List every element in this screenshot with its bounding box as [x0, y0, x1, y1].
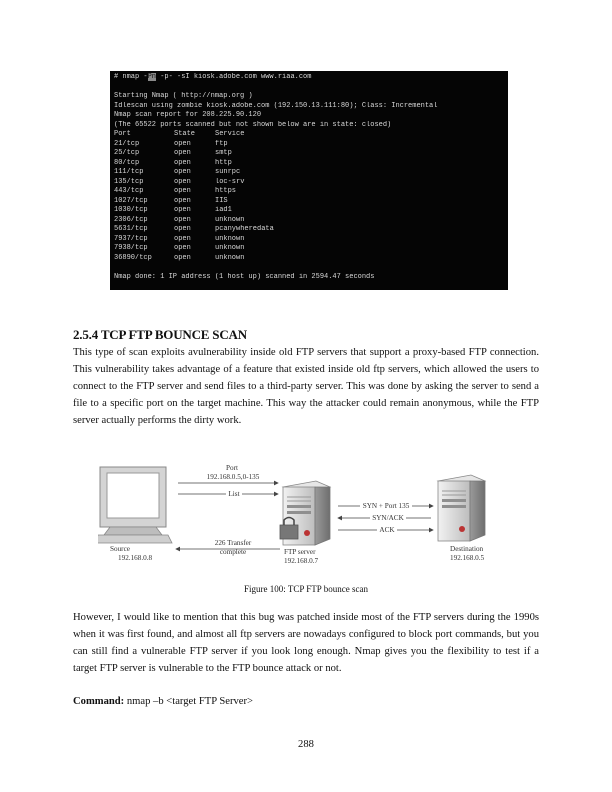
figure-caption: Figure 100: TCP FTP bounce scan: [244, 584, 368, 594]
destination-name: Destination: [450, 545, 484, 553]
terminal-done-line: Nmap done: 1 IP address (1 host up) scanned in 2594.47 seconds: [114, 272, 375, 281]
row-service: sunrpc: [215, 168, 241, 176]
body-paragraph: However, I would like to mention that this bug was patched inside most of the FTP servers during the 1990s when it was first found, and almost all ftp servers are nowadays configured to block port commands, but you can still find a vulnerable FTP server if you look long enough. Nmap gives you the flexibility to test if a target FTP server is vulnerable to the FTP bounce attack or not.: [73, 612, 539, 674]
transfer-label-line1: 226 Transfer: [210, 539, 256, 548]
terminal-table-header: [114, 130, 504, 140]
ftp-server-icon: [280, 481, 330, 545]
row-port: 7937/tcp: [114, 234, 148, 243]
body-paragraph: This type of scan exploits avulnerability inside old FTP servers that support a proxy-based FTP connection. This vulnerability takes advantage of a feature that existed inside old ftp servers, which allowed the users to connect to the FTP server and send files to a third-party server. This was done by asking the server to send a file to a specific port on the target machine. This way the attacker could remain anonymous, while the FTP server actually performs the dirty work.: [73, 347, 539, 426]
syn-label: SYN + Port 135: [360, 502, 412, 511]
terminal-command-line: [114, 73, 504, 83]
source-name: Source: [110, 545, 130, 553]
row-port: 36890/tcp: [114, 253, 152, 262]
row-service: https: [215, 187, 237, 195]
destination-ip: 192.168.0.5: [450, 554, 485, 562]
row-service: http: [215, 158, 232, 167]
row-state: open: [174, 139, 191, 148]
row-state: open: [174, 206, 191, 214]
row-port: 443/tcp: [114, 187, 144, 195]
row-port: 111/tcp: [114, 168, 144, 176]
header-service: Service: [215, 130, 245, 138]
terminal-output-line: (The 65522 ports scanned but not shown below are in state: closed): [114, 120, 392, 129]
row-service: unknown: [215, 234, 245, 243]
terminal-table-row: [114, 244, 504, 254]
row-port: 21/tcp: [114, 139, 140, 148]
row-state: open: [174, 177, 191, 186]
row-port: 7938/tcp: [114, 244, 148, 252]
row-state: open: [174, 244, 191, 252]
row-port: 2306/tcp: [114, 215, 148, 224]
synack-label: SYN/ACK: [370, 514, 406, 523]
command-suffix: -p- -sI kiosk.adobe.com www.riaa.com: [156, 73, 312, 81]
row-state: open: [174, 168, 191, 176]
terminal-output-line: Starting Nmap ( http://nmap.org ): [114, 92, 253, 100]
row-state: open: [174, 225, 191, 233]
row-service: IIS: [215, 196, 228, 205]
row-port: 1027/tcp: [114, 196, 148, 205]
destination-server-icon: [438, 475, 485, 541]
ftp-bounce-diagram: [98, 463, 510, 578]
row-state: open: [174, 158, 191, 167]
terminal-table-row: [114, 206, 504, 216]
row-state: open: [174, 187, 191, 195]
row-state: open: [174, 196, 191, 205]
ack-label: ACK: [377, 526, 397, 535]
header-state: State: [174, 130, 196, 138]
command-highlight: Pn: [147, 73, 157, 81]
page-number: 288: [298, 739, 314, 750]
row-service: unknown: [215, 253, 245, 262]
row-state: open: [174, 149, 191, 157]
command-label: Command:: [73, 696, 125, 707]
terminal-output-line: Nmap scan report for 208.225.90.120: [114, 111, 262, 119]
row-port: 80/tcp: [114, 158, 140, 167]
row-service: unknown: [215, 244, 245, 252]
port-label: Port: [224, 464, 240, 473]
terminal-table-row: [114, 159, 504, 169]
command-text: nmap –b <target FTP Server>: [124, 696, 253, 707]
terminal-table-row: [114, 140, 504, 150]
row-service: pcanywheredata: [215, 225, 274, 233]
command-prefix: # nmap -: [114, 73, 148, 81]
terminal-table-row: [114, 254, 504, 264]
terminal-table-row: [114, 197, 504, 207]
header-port: Port: [114, 130, 131, 138]
terminal-table-row: [114, 168, 504, 178]
row-port: 5631/tcp: [114, 225, 148, 233]
terminal-table-row: [114, 149, 504, 159]
row-port: 135/tcp: [114, 177, 144, 186]
row-state: open: [174, 215, 191, 224]
ftp-server-ip: 192.168.0.7: [284, 557, 319, 565]
row-port: 25/tcp: [114, 149, 140, 157]
row-service: iad1: [215, 206, 232, 214]
row-state: open: [174, 234, 191, 243]
row-service: smtp: [215, 149, 232, 157]
section-heading: 2.5.4 TCP FTP BOUNCE SCAN: [73, 327, 247, 342]
terminal-table-row: [114, 216, 504, 226]
source-ip: 192.168.0.8: [118, 554, 153, 562]
row-service: ftp: [215, 139, 228, 148]
row-state: open: [174, 253, 191, 262]
terminal-screenshot: [110, 71, 508, 290]
ftp-server-name: FTP server: [284, 548, 316, 556]
row-service: unknown: [215, 215, 245, 224]
list-label: List: [226, 490, 242, 499]
source-computer-icon: [98, 467, 172, 543]
terminal-table-row: [114, 225, 504, 235]
terminal-table-row: [114, 235, 504, 245]
transfer-label-line2: complete: [219, 548, 247, 556]
terminal-table-row: [114, 178, 504, 188]
port-value-label: 192.168.0.5,0-135: [198, 473, 268, 482]
terminal-output-line: Idlescan using zombie kiosk.adobe.com (192.150.13.111:80); Class: Incremental: [114, 101, 438, 110]
row-service: loc-srv: [215, 177, 245, 186]
terminal-table-row: [114, 187, 504, 197]
row-port: 1030/tcp: [114, 206, 148, 214]
command-example: [73, 693, 253, 710]
